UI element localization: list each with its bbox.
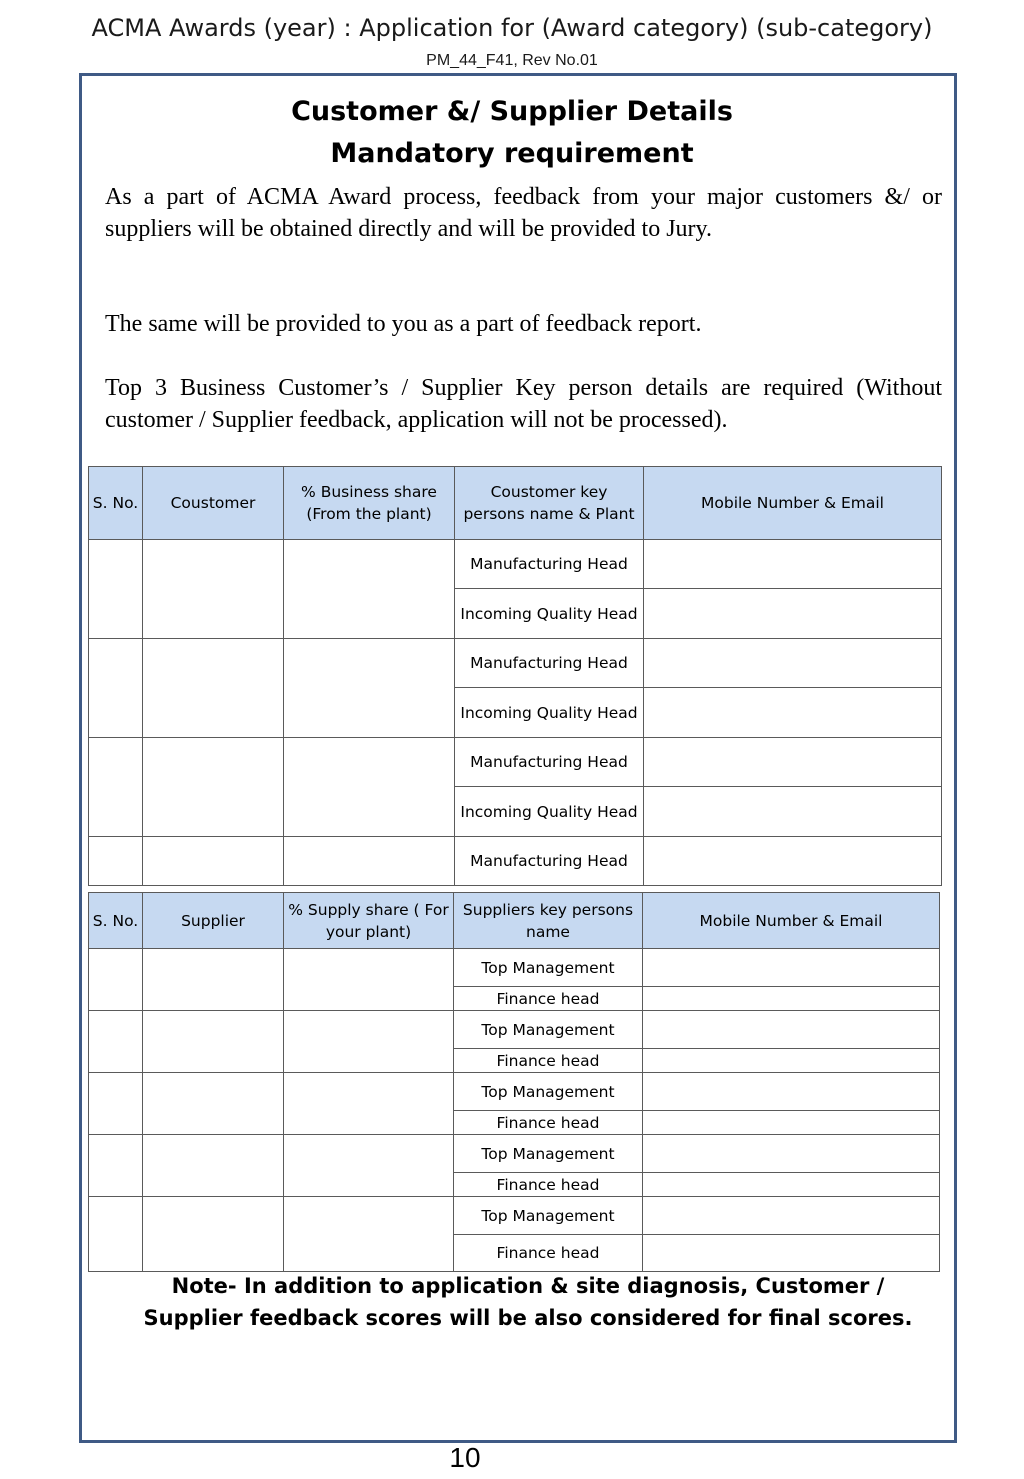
- supply-share-cell[interactable]: [284, 1073, 454, 1135]
- contact-cell[interactable]: [644, 639, 942, 688]
- supply-share-cell[interactable]: [284, 1011, 454, 1073]
- table-row: [89, 738, 942, 787]
- header-sno: S. No.: [89, 467, 143, 540]
- sno-cell[interactable]: [89, 1073, 143, 1135]
- customer-table: [88, 466, 942, 886]
- contact-cell[interactable]: [643, 1197, 940, 1235]
- table-row: [89, 949, 940, 987]
- table-row: [89, 540, 942, 589]
- sno-cell[interactable]: [89, 1135, 143, 1197]
- supply-share-cell[interactable]: [284, 1197, 454, 1272]
- header-key-persons: Suppliers key persons name: [454, 893, 643, 949]
- supplier-cell[interactable]: [143, 1073, 284, 1135]
- supply-share-cell[interactable]: [284, 1135, 454, 1197]
- note-line-2: Supplier feedback scores will be also considered for final scores.: [143, 1306, 913, 1330]
- contact-cell[interactable]: [643, 1135, 940, 1173]
- role-cell: Top Management: [454, 1011, 643, 1049]
- role-cell: Finance head: [454, 1049, 643, 1073]
- table-row: [89, 837, 942, 886]
- contact-cell[interactable]: [643, 1111, 940, 1135]
- section-subtitle: Mandatory requirement: [330, 138, 694, 169]
- role-cell: Manufacturing Head: [455, 837, 644, 886]
- role-cell: Incoming Quality Head: [455, 688, 644, 738]
- role-cell: Manufacturing Head: [455, 738, 644, 787]
- role-cell: Incoming Quality Head: [455, 589, 644, 639]
- contact-cell[interactable]: [643, 1235, 940, 1272]
- form-code: PM_44_F41, Rev No.01: [426, 52, 598, 69]
- header-supplier: Supplier: [143, 893, 284, 949]
- table-row: [89, 1135, 940, 1173]
- customer-cell[interactable]: [143, 540, 284, 639]
- contact-cell[interactable]: [644, 589, 942, 639]
- role-cell: Manufacturing Head: [455, 639, 644, 688]
- supply-share-cell[interactable]: [284, 949, 454, 1011]
- page-number: 10: [449, 1442, 481, 1473]
- note-line-1: Note- In addition to application & site diagnosis, Customer /: [171, 1274, 885, 1298]
- customer-cell[interactable]: [143, 738, 284, 837]
- requirement-paragraph: Top 3 Business Customer’s / Supplier Key person details are required (Without customer / Supplier feedback, application will not be processed).: [105, 375, 942, 433]
- role-cell: Finance head: [454, 987, 643, 1011]
- contact-cell[interactable]: [643, 1073, 940, 1111]
- header-sno: S. No.: [89, 893, 143, 949]
- supplier-cell[interactable]: [143, 949, 284, 1011]
- contact-cell[interactable]: [644, 837, 942, 886]
- business-share-cell[interactable]: [284, 540, 455, 639]
- table-row: [89, 1197, 940, 1235]
- sno-cell[interactable]: [89, 949, 143, 1011]
- contact-cell[interactable]: [644, 738, 942, 787]
- supplier-cell[interactable]: [143, 1135, 284, 1197]
- document-header-title: ACMA Awards (year) : Application for (Award category) (sub-category): [91, 14, 933, 42]
- table-row: [89, 1011, 940, 1049]
- header-key-persons: Coustomer key persons name & Plant: [455, 467, 644, 540]
- sno-cell[interactable]: [89, 1197, 143, 1272]
- role-cell: Top Management: [454, 1073, 643, 1111]
- header-customer: Coustomer: [143, 467, 284, 540]
- table-row: [89, 1073, 940, 1111]
- sno-cell[interactable]: [89, 639, 143, 738]
- contact-cell[interactable]: [644, 540, 942, 589]
- supplier-table: [88, 892, 940, 1272]
- customer-cell[interactable]: [143, 837, 284, 886]
- sno-cell[interactable]: [89, 540, 143, 639]
- header-mobile-email: Mobile Number & Email: [644, 467, 942, 540]
- supplier-cell[interactable]: [143, 1197, 284, 1272]
- role-cell: Top Management: [454, 1135, 643, 1173]
- role-cell: Finance head: [454, 1173, 643, 1197]
- supplier-table-header-row: [89, 893, 940, 949]
- contact-cell[interactable]: [643, 1011, 940, 1049]
- role-cell: Top Management: [454, 949, 643, 987]
- contact-cell[interactable]: [643, 1173, 940, 1197]
- sno-cell[interactable]: [89, 837, 143, 886]
- supplier-cell[interactable]: [143, 1011, 284, 1073]
- section-title: Customer &/ Supplier Details: [291, 96, 733, 127]
- business-share-cell[interactable]: [284, 837, 455, 886]
- role-cell: Manufacturing Head: [455, 540, 644, 589]
- header-business-share: % Business share (From the plant): [284, 467, 455, 540]
- business-share-cell[interactable]: [284, 738, 455, 837]
- contact-cell[interactable]: [643, 1049, 940, 1073]
- role-cell: Finance head: [454, 1235, 643, 1272]
- customer-table-header-row: [89, 467, 942, 540]
- header-supply-share: % Supply share ( For your plant): [284, 893, 454, 949]
- role-cell: Top Management: [454, 1197, 643, 1235]
- feedback-report-paragraph: The same will be provided to you as a part of feedback report.: [105, 311, 702, 337]
- role-cell: Incoming Quality Head: [455, 787, 644, 837]
- contact-cell[interactable]: [644, 787, 942, 837]
- contact-cell[interactable]: [643, 987, 940, 1011]
- customer-cell[interactable]: [143, 639, 284, 738]
- table-row: [89, 639, 942, 688]
- header-mobile-email: Mobile Number & Email: [643, 893, 940, 949]
- sno-cell[interactable]: [89, 738, 143, 837]
- intro-paragraph: As a part of ACMA Award process, feedback from your major customers &/ or suppliers will be obtained directly and will be provided to Jury.: [105, 184, 942, 242]
- role-cell: Finance head: [454, 1111, 643, 1135]
- business-share-cell[interactable]: [284, 639, 455, 738]
- contact-cell[interactable]: [644, 688, 942, 738]
- contact-cell[interactable]: [643, 949, 940, 987]
- sno-cell[interactable]: [89, 1011, 143, 1073]
